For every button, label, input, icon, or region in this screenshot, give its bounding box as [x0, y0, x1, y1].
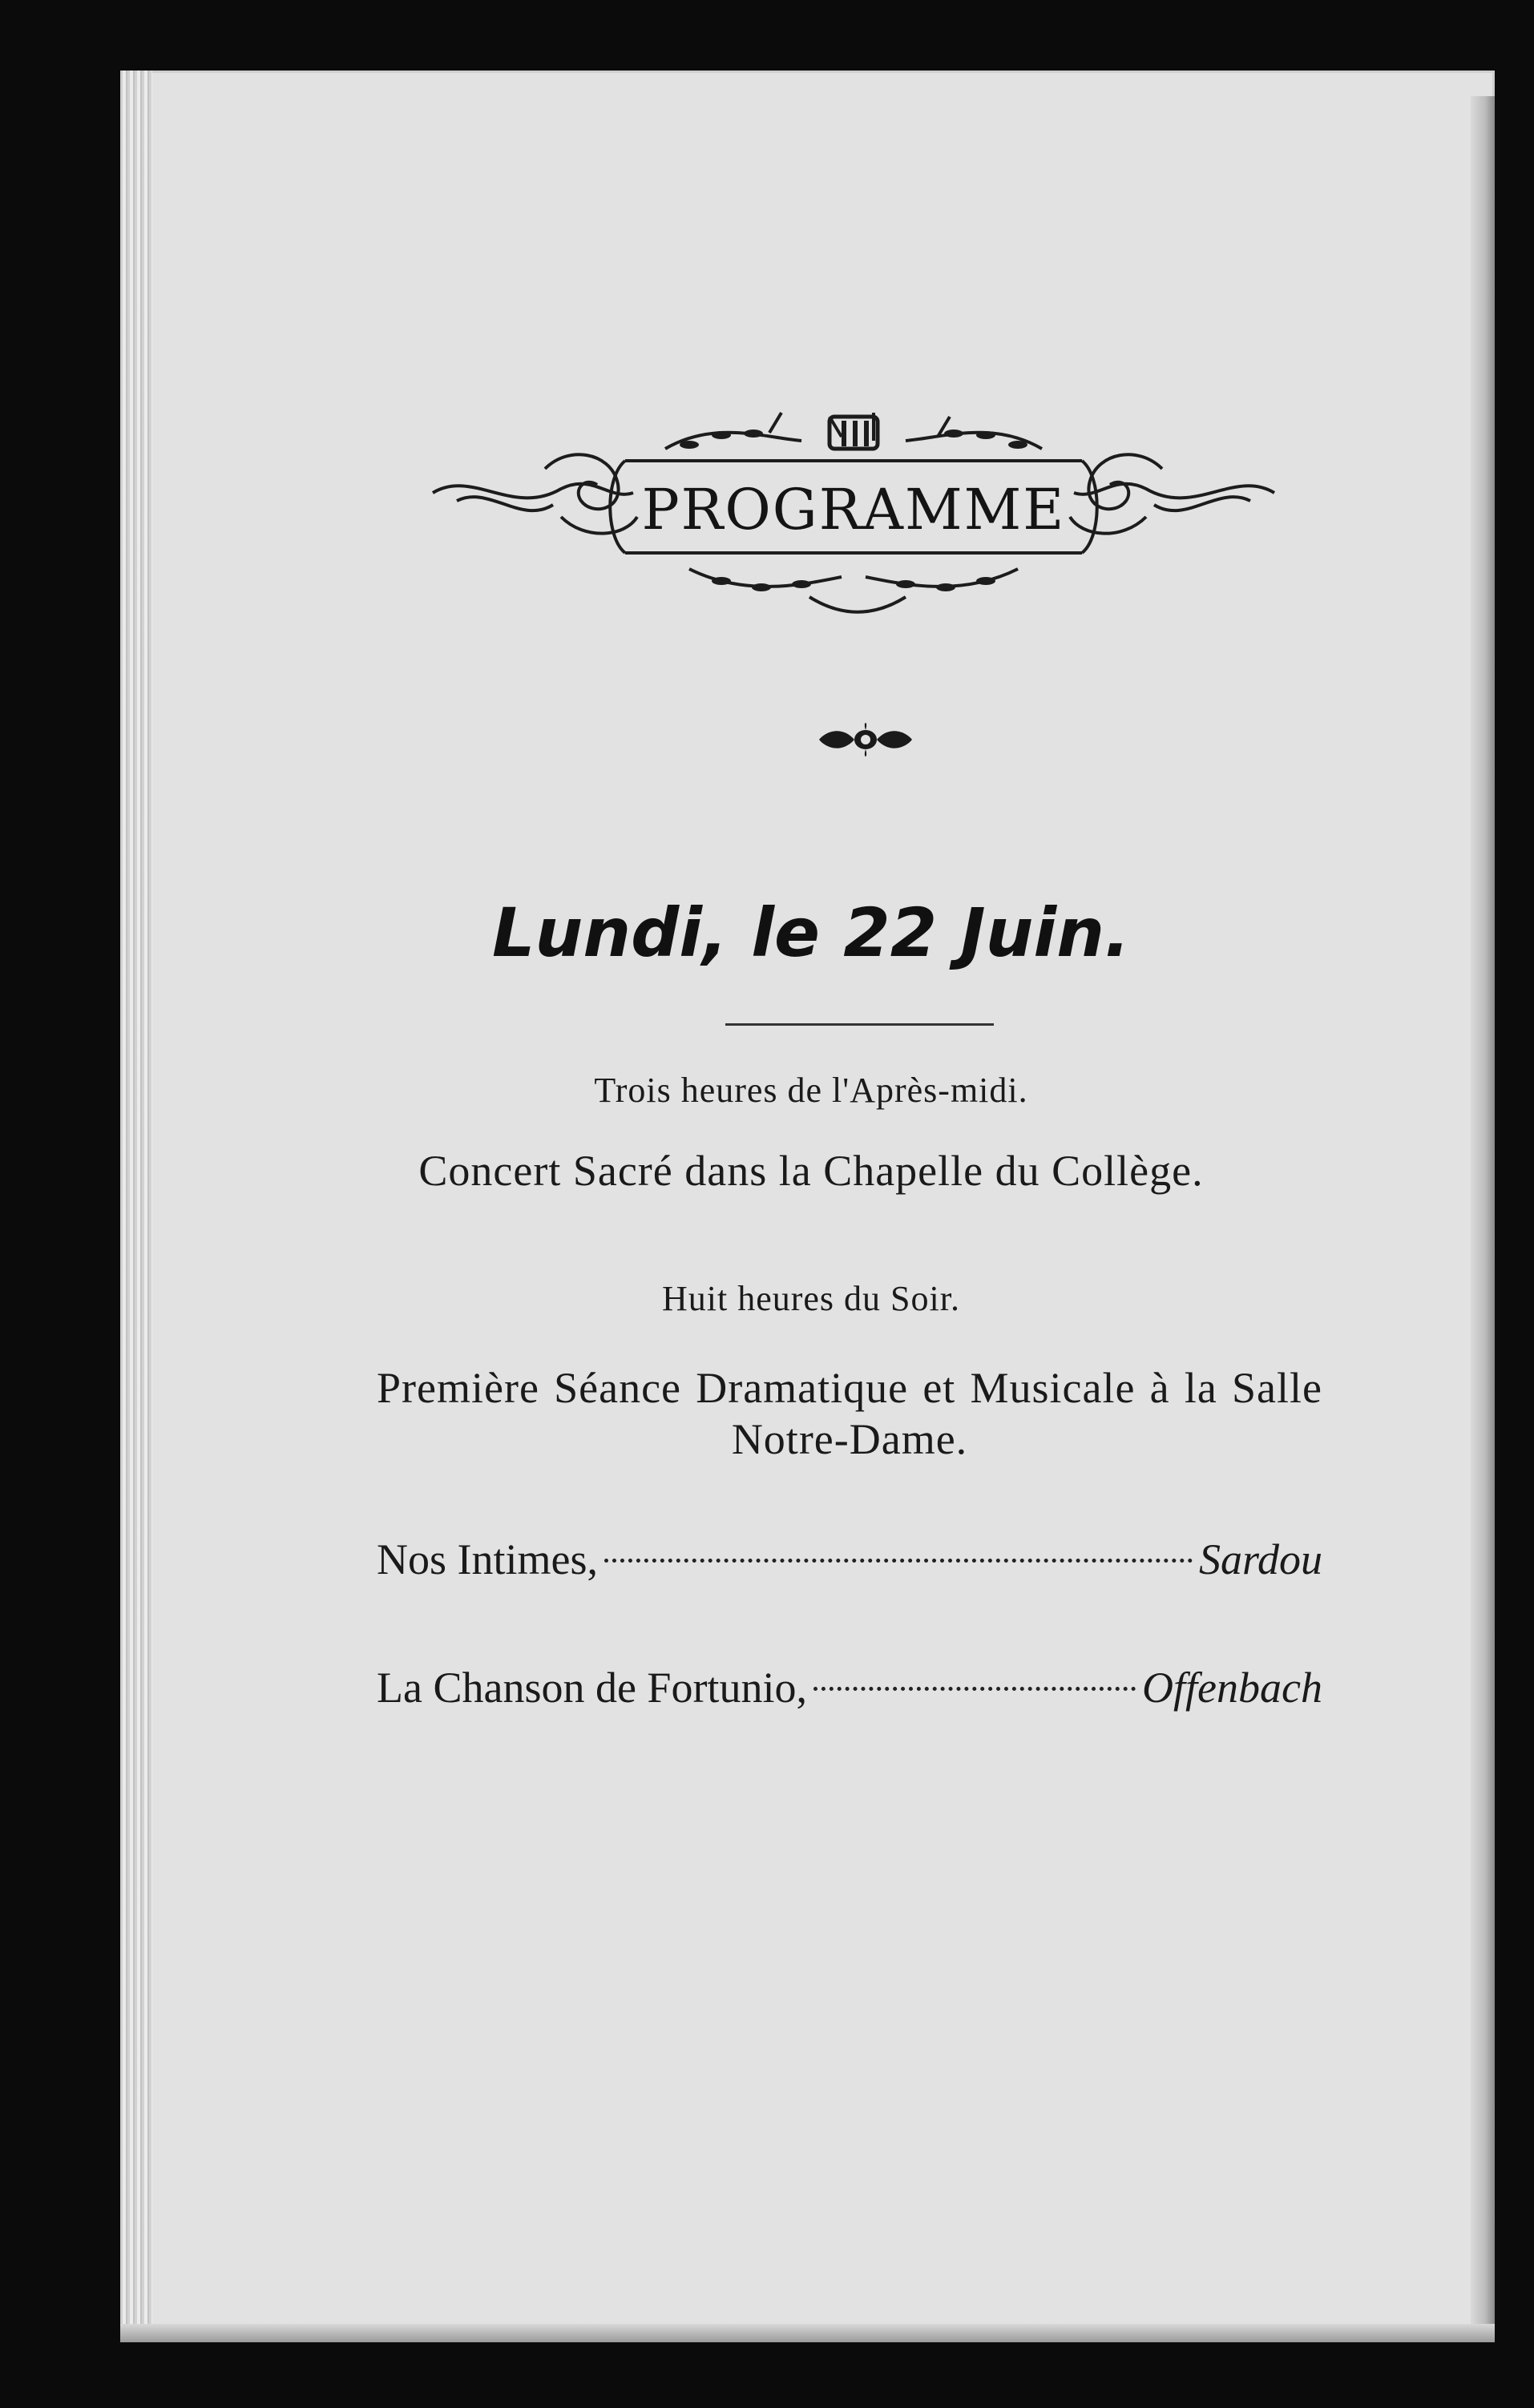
afternoon-time: Trois heures de l'Après-midi. [594, 1071, 1028, 1110]
dot-leader [604, 1559, 1193, 1563]
program-item [377, 1663, 1322, 1719]
program-item-author: Offenbach [1142, 1664, 1322, 1712]
header-ornament [425, 405, 1282, 621]
fleuron-icon [817, 717, 914, 762]
program-item-title: La Chanson de Fortunio, [377, 1664, 807, 1712]
divider-rule [725, 1023, 994, 1026]
page-title: PROGRAMME [641, 477, 1066, 543]
evening-event: Première Séance Dramatique et Musicale à la Salle Notre-Dame. [377, 1364, 1322, 1463]
program-date: Lundi, le 22 Juin. [492, 893, 1130, 972]
evening-time: Huit heures du Soir. [662, 1279, 960, 1318]
program-item-title: Nos Intimes, [377, 1535, 598, 1583]
program-item [377, 1535, 1322, 1591]
program-item-author: Sardou [1198, 1535, 1322, 1583]
dot-leader [813, 1687, 1136, 1691]
afternoon-event: Concert Sacré dans la Chapelle du Collège. [418, 1147, 1204, 1195]
